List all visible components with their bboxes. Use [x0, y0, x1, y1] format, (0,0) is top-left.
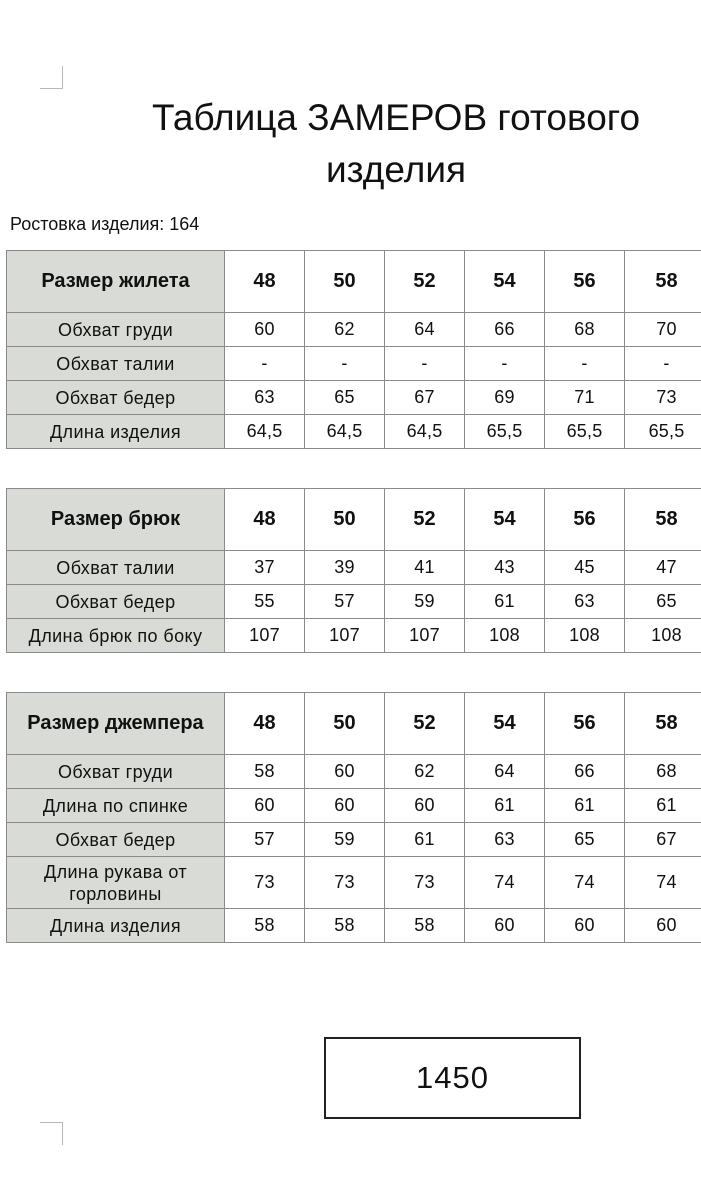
- table-cell: 58: [305, 909, 385, 943]
- table-cell: 73: [305, 857, 385, 909]
- table-cell: -: [305, 347, 385, 381]
- table-cell: -: [465, 347, 545, 381]
- table-cell: 65: [625, 585, 701, 619]
- table-cell: 64,5: [225, 415, 305, 449]
- table-cell: 60: [225, 789, 305, 823]
- table-row: [7, 415, 701, 449]
- table-header-label: Размер джемпера: [7, 693, 225, 755]
- table-cell: 108: [545, 619, 625, 653]
- table-cell: 65,5: [625, 415, 701, 449]
- table-row: [7, 755, 701, 789]
- size-header: 50: [305, 251, 385, 313]
- table-cell: 57: [225, 823, 305, 857]
- table-row: [7, 789, 701, 823]
- size-header: 48: [225, 251, 305, 313]
- row-label: Длина брюк по боку: [7, 619, 225, 653]
- table-cell: 57: [305, 585, 385, 619]
- table-cell: 60: [545, 909, 625, 943]
- table-row: [7, 823, 701, 857]
- table-cell: 74: [625, 857, 701, 909]
- table-cell: 59: [385, 585, 465, 619]
- trousers-size-table: [6, 488, 701, 653]
- table-cell: 60: [465, 909, 545, 943]
- table-cell: 58: [225, 909, 305, 943]
- size-header: 58: [625, 693, 701, 755]
- table-cell: 71: [545, 381, 625, 415]
- table-cell: 73: [385, 857, 465, 909]
- table-cell: 65: [545, 823, 625, 857]
- table-row: [7, 619, 701, 653]
- table-cell: 64: [385, 313, 465, 347]
- table-cell: 107: [305, 619, 385, 653]
- table-cell: 67: [625, 823, 701, 857]
- jumper-size-table: [6, 692, 701, 943]
- table-cell: 60: [305, 755, 385, 789]
- table-header-row: [7, 693, 701, 755]
- size-header: 56: [545, 489, 625, 551]
- row-label: Длина по спинке: [7, 789, 225, 823]
- size-header: 54: [465, 693, 545, 755]
- table-cell: 37: [225, 551, 305, 585]
- table-cell: 73: [225, 857, 305, 909]
- size-header: 56: [545, 251, 625, 313]
- table-cell: 43: [465, 551, 545, 585]
- table-cell: 62: [385, 755, 465, 789]
- table-cell: 64: [465, 755, 545, 789]
- height-label: Ростовка изделия: 164: [10, 214, 200, 234]
- row-label: Обхват бедер: [7, 381, 225, 415]
- table-cell: 107: [225, 619, 305, 653]
- table-cell: 64,5: [305, 415, 385, 449]
- price-box: [324, 1037, 581, 1119]
- row-label: Обхват талии: [7, 347, 225, 381]
- table-cell: 68: [545, 313, 625, 347]
- table-header-label: Размер брюк: [7, 489, 225, 551]
- table-cell: 61: [385, 823, 465, 857]
- table-cell: 61: [545, 789, 625, 823]
- table-cell: 65,5: [465, 415, 545, 449]
- row-label: Длина изделия: [7, 909, 225, 943]
- table-cell: 62: [305, 313, 385, 347]
- table-cell: 60: [625, 909, 701, 943]
- table-cell: 74: [465, 857, 545, 909]
- table-cell: 68: [625, 755, 701, 789]
- table-row: [7, 381, 701, 415]
- size-header: 48: [225, 693, 305, 755]
- table-header-label: Размер жилета: [7, 251, 225, 313]
- table-cell: -: [385, 347, 465, 381]
- crop-mark-top: [40, 66, 63, 89]
- table-cell: 41: [385, 551, 465, 585]
- table-cell: 58: [225, 755, 305, 789]
- row-label: Длина изделия: [7, 415, 225, 449]
- table-row: [7, 909, 701, 943]
- size-header: 52: [385, 693, 465, 755]
- row-label: Обхват груди: [7, 313, 225, 347]
- table-cell: 108: [625, 619, 701, 653]
- size-header: 50: [305, 693, 385, 755]
- table-cell: 108: [465, 619, 545, 653]
- table-cell: 69: [465, 381, 545, 415]
- table-cell: -: [545, 347, 625, 381]
- table-cell: 61: [465, 585, 545, 619]
- row-label: Обхват бедер: [7, 585, 225, 619]
- table-cell: 63: [545, 585, 625, 619]
- table-cell: -: [225, 347, 305, 381]
- size-header: 48: [225, 489, 305, 551]
- table-row: [7, 857, 701, 909]
- crop-mark-bottom: [40, 1122, 63, 1145]
- table-cell: 66: [545, 755, 625, 789]
- table-cell: 60: [225, 313, 305, 347]
- table-cell: 63: [225, 381, 305, 415]
- size-header: 50: [305, 489, 385, 551]
- table-cell: 45: [545, 551, 625, 585]
- table-cell: 74: [545, 857, 625, 909]
- table-cell: 59: [305, 823, 385, 857]
- table-cell: 65: [305, 381, 385, 415]
- table-cell: -: [625, 347, 701, 381]
- size-header: 52: [385, 489, 465, 551]
- vest-size-table: [6, 250, 701, 449]
- size-header: 54: [465, 251, 545, 313]
- table-cell: 73: [625, 381, 701, 415]
- price-value: 1450: [416, 1060, 489, 1095]
- table-row: [7, 585, 701, 619]
- table-row: [7, 347, 701, 381]
- size-header: 56: [545, 693, 625, 755]
- table-header-row: [7, 251, 701, 313]
- size-header: 54: [465, 489, 545, 551]
- table-cell: 39: [305, 551, 385, 585]
- table-cell: 65,5: [545, 415, 625, 449]
- table-cell: 66: [465, 313, 545, 347]
- size-header: 58: [625, 489, 701, 551]
- table-row: [7, 551, 701, 585]
- table-cell: 60: [305, 789, 385, 823]
- table-cell: 67: [385, 381, 465, 415]
- table-cell: 47: [625, 551, 701, 585]
- table-cell: 61: [625, 789, 701, 823]
- table-cell: 107: [385, 619, 465, 653]
- table-cell: 55: [225, 585, 305, 619]
- table-cell: 58: [385, 909, 465, 943]
- table-header-row: [7, 489, 701, 551]
- row-label: Обхват груди: [7, 755, 225, 789]
- document-title: Таблица ЗАМЕРОВ готового изделия: [151, 97, 641, 190]
- size-header: 52: [385, 251, 465, 313]
- row-label: Обхват талии: [7, 551, 225, 585]
- table-row: [7, 313, 701, 347]
- row-label: Длина рукава от горловины: [7, 857, 225, 909]
- table-cell: 70: [625, 313, 701, 347]
- table-cell: 64,5: [385, 415, 465, 449]
- size-header: 58: [625, 251, 701, 313]
- table-cell: 60: [385, 789, 465, 823]
- table-cell: 61: [465, 789, 545, 823]
- table-cell: 63: [465, 823, 545, 857]
- row-label: Обхват бедер: [7, 823, 225, 857]
